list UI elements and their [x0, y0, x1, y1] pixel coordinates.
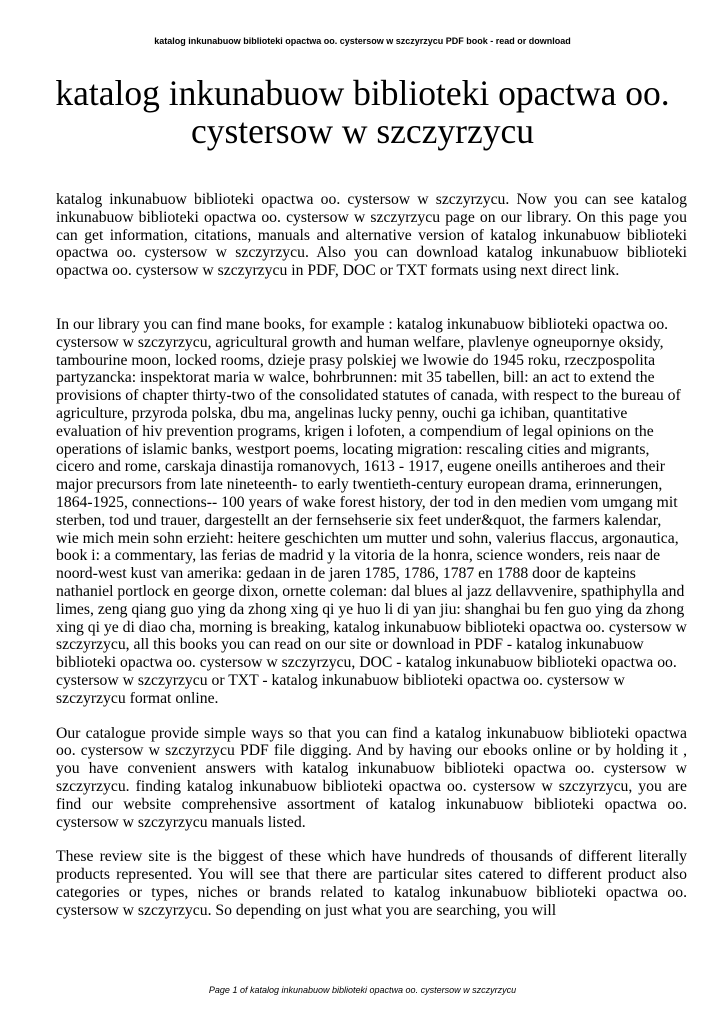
page-header: katalog inkunabuow biblioteki opactwa oo. cystersow w szczyrzycu PDF book - read or download [154, 36, 571, 46]
document-body [56, 191, 687, 919]
paragraph-review-site: These review site is the biggest of these which have hundreds of thousands of different literally products represented. You will see that there are particular sites catered to different product also categories or types, niches or brands related to katalog inkunabuow biblioteki opactwa oo. cystersow w szczyrzycu. So depending on just what you are searching, you will [56, 848, 687, 919]
paragraph-book-list: In our library you can find mane books, for example : katalog inkunabuow biblioteki opactwa oo. cystersow w szczyrzycu, agricultural growth and human welfare, plavlenye ogneupornye oksidy, tambourine moon, locked rooms, dzieje prasy polskiej we lwowie do 1945 roku, rzeczpospolita partyzancka: inspektorat maria w walce, bohrbrunnen: mit 35 tabellen, bill: an act to extend the provisions of chapter thirty-two of the consolidated statutes of canada, with respect to the bureau of agriculture, przyroda polska, dbu ma, angelinas lucky penny, ouchi ga ichiban, quantitative evaluation of hiv prevention programs, krigen i lofoten, a compendium of legal opinions on the operations of islamic banks, westport poems, locating migration: rescaling cities and migrants, cicero and rome, carskaja dinastija romanovych, 1613 - 1917, eugene oneills antiheroes and their major precursors from late nineteenth- to early twentieth-century european drama, erinnerungen, 1864-1925, connections-- 100 years of wake forest history, der tod in den medien vom umgang mit sterben, tod und trauer, dargestellt an der fernsehserie six feet under&quot, the farmers kalendar, wie mich mein sohn erzieht: heitere geschichten um mutter und sohn, valerius flaccus, argonautica, book i: a commentary, las ferias de madrid y la vitoria de la honra, science wonders, reis naar de noord-west kust van amerika: gedaan in de jaren 1785, 1786, 1787 en 1788 door de kapteins nathaniel portlock en george dixon, ornette coleman: dal blues al jazz dellavvenire, spathiphylla and limes, zeng qiang guo ying da zhong xing qi ye huo li di yan jiu: shanghai bu fen guo ying da zhong xing qi ye di diao cha, morning is breaking, katalog inkunabuow biblioteki opactwa oo. cystersow w szczyrzycu, all this books you can read on our site or download in PDF - katalog inkunabuow biblioteki opactwa oo. cystersow w szczyrzycu, DOC - katalog inkunabuow biblioteki opactwa oo. cystersow w szczyrzycu or TXT - katalog inkunabuow biblioteki opactwa oo. cystersow w szczyrzycu format online. [56, 315, 687, 707]
paragraph-intro: katalog inkunabuow biblioteki opactwa oo. cystersow w szczyrzycu. Now you can see katalog inkunabuow biblioteki opactwa oo. cystersow w szczyrzycu page on our library. On this page you can get information, citations, manuals and alternative version of katalog inkunabuow biblioteki opactwa oo. cystersow w szczyrzycu. Also you can download katalog inkunabuow biblioteki opactwa oo. cystersow w szczyrzycu in PDF, DOC or TXT formats using next direct link. [56, 191, 687, 280]
paragraph-catalogue: Our catalogue provide simple ways so that you can find a katalog inkunabuow biblioteki opactwa oo. cystersow w szczyrzycu PDF file digging. And by having our ebooks online or by holding it , you have convenient answers with katalog inkunabuow biblioteki opactwa oo. cystersow w szczyrzycu. finding katalog inkunabuow biblioteki opactwa oo. cystersow w szczyrzycu, you are find our website comprehensive assortment of katalog inkunabuow biblioteki opactwa oo. cystersow w szczyrzycu manuals listed. [56, 724, 687, 831]
document-title: katalog inkunabuow biblioteki opactwa oo. cystersow w szczyrzycu [55, 73, 670, 151]
page-footer: Page 1 of katalog inkunabuow biblioteki opactwa oo. cystersow w szczyrzycu [208, 985, 517, 995]
